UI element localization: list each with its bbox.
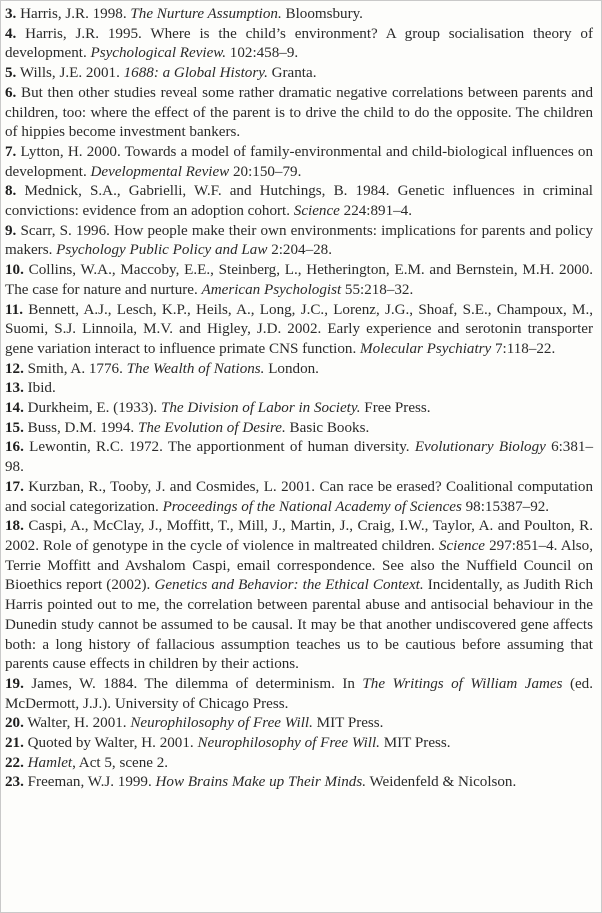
endnote-title: The Division of Labor in Society. [160, 400, 361, 417]
endnote-text: Caspi, A., McClay, J., Moffitt, T., Mill, J., Martin, J., Craig, I.W., Taylor, A. and Poulton, R. 2002. Role of genotype in the cycle of violence in maltreated children. [5, 518, 593, 554]
endnote [5, 25, 593, 64]
endnote-number: 6. [5, 84, 17, 101]
endnote [5, 714, 593, 734]
endnote-number: 3. [5, 6, 17, 22]
endnote-text: Buss, D.M. 1994. [23, 419, 138, 436]
endnote-number: 18. [5, 518, 24, 535]
endnote [5, 261, 593, 300]
endnote [5, 182, 593, 221]
endnote-title: How Brains Make up Their Minds. [155, 774, 366, 791]
endnote-text: Wills, J.E. 2001. [16, 65, 124, 82]
endnote-text: 55:218–32. [341, 281, 414, 298]
endnote [5, 517, 593, 675]
endnote [5, 419, 593, 439]
endnote [5, 301, 593, 360]
endnote-text: Quoted by Walter, H. 2001. [23, 735, 198, 752]
endnote-title: Molecular Psychiatry [360, 340, 492, 357]
endnote-text: 224:891–4. [339, 203, 413, 220]
endnotes-list [5, 5, 593, 793]
endnote [5, 222, 593, 261]
endnote [5, 379, 593, 399]
endnote-text: But then other studies reveal some rather dramatic negative correlations between parents and children, too: where the effect of the parent is to drive the child to do the opposite. The children of hippies become investment bankers. [5, 84, 593, 141]
endnote-text: 102:458–9. [226, 45, 299, 62]
endnote-title: The Wealth of Nations. [126, 360, 265, 377]
endnote-text: 2:204–28. [267, 242, 332, 259]
endnote-title: The Evolution of Desire. [137, 419, 286, 436]
endnote-title: 1688: a Global History. [123, 65, 268, 82]
endnote-number: 23. [5, 774, 24, 791]
endnote-text: 297:851–4. Also, Terrie Moffitt and Avshalom Caspi, email correspondence. See also the Nuffield Council on Bioethics report (2002). [5, 537, 594, 594]
endnote-title: Proceedings of the National Academy of Sciences [162, 498, 462, 515]
endnote-text: Kurzban, R., Tooby, J. and Cosmides, L. 2001. Can race be erased? Coalitional computation and social categorization. [5, 478, 593, 515]
endnote-text: Durkheim, E. (1933). [23, 400, 161, 417]
endnote [5, 5, 593, 25]
endnote-title: Science [438, 537, 486, 554]
endnote-text: MIT Press. [312, 715, 384, 732]
endnote-text: Mednick, S.A., Gabrielli, W.F. and Hutchings, B. 1984. Genetic influences in criminal convictions: evidence from an adoption cohort. [5, 183, 593, 220]
endnote-text: Weidenfeld & Nicolson. [366, 774, 517, 791]
endnote-text: 6:381–98. [5, 439, 593, 476]
endnote [5, 360, 593, 380]
endnote [5, 734, 593, 754]
endnote-text: Incidentally, as Judith Rich Harris pointed out to me, the correlation between parental abuse and antisocial behaviour in the Dunedin study cannot be assumed to be causal. It may be that another undiscovered gene affects both: a long history of fallacious assumption teaches us to be cautious before assuming that parents cause effects in children by their actions. [5, 577, 594, 673]
endnote-title: Hamlet [27, 754, 73, 771]
endnote-text: Harris, J.R. 1998. [16, 6, 131, 22]
endnote [5, 399, 593, 419]
endnote [5, 84, 593, 143]
endnote-text: Walter, H. 2001. [23, 715, 131, 732]
endnote-number: 20. [5, 715, 24, 732]
endnote-number: 11. [5, 301, 24, 318]
endnote-text: London. [264, 360, 319, 377]
endnote-text: Collins, W.A., Maccoby, E.E., Steinberg, L., Hetherington, E.M. and Bernstein, M.H. 2000. The case for nature and nurture. [5, 262, 593, 298]
endnote-text: 20:150–79. [229, 163, 302, 180]
endnote-number: 19. [5, 675, 24, 692]
endnote-number: 15. [5, 419, 24, 436]
endnote-title: Genetics and Behavior: the Ethical Context. [154, 577, 424, 594]
endnote [5, 64, 593, 84]
endnote-text: James, W. 1884. The dilemma of determinism. In [23, 675, 363, 692]
endnote-text: Lytton, H. 2000. Towards a model of family-environmental and child-biological influences on development. [5, 143, 593, 180]
endnote-text: Harris, J.R. 1995. Where is the child’s environment? A group socialisation theory of development. [5, 25, 593, 62]
endnote-number: 7. [5, 143, 17, 160]
endnote-text: 98:15387–92. [461, 498, 550, 515]
endnote-number: 8. [5, 183, 17, 200]
endnote-number: 16. [5, 439, 24, 456]
endnote [5, 478, 593, 517]
endnote-number: 5. [5, 65, 17, 82]
endnote-title: Neurophilosophy of Free Will. [197, 735, 380, 752]
endnote-text: Ibid. [23, 380, 56, 397]
endnote [5, 773, 593, 793]
endnote-title: Psychology Public Policy and Law [56, 242, 268, 259]
endnote-number: 12. [5, 360, 24, 377]
endnote-title: Science [293, 203, 340, 220]
endnote-text: Bloomsbury. [281, 6, 363, 22]
endnote [5, 754, 593, 774]
endnote-title: Developmental Review [90, 163, 230, 180]
endnote-title: The Nurture Assumption. [130, 6, 282, 22]
endnote-number: 22. [5, 754, 24, 771]
endnote-number: 9. [5, 222, 17, 239]
endnote-number: 14. [5, 400, 24, 417]
endnote-title: The Writings of William James [362, 675, 563, 692]
endnote-text: Basic Books. [285, 419, 370, 436]
endnote [5, 143, 593, 182]
endnote-title: Neurophilosophy of Free Will. [130, 715, 313, 732]
endnote-text: Bennett, A.J., Lesch, K.P., Heils, A., Long, J.C., Lorenz, J.G., Shoaf, S.E., Champoux, M., Suomi, S.J. Linnoila, M.V. and Higley, J.D. 2002. Early experience and serotonin transporter gene variation interact to influence primate CNS function. [5, 301, 593, 357]
endnote-title: American Psychologist [201, 281, 342, 298]
endnote-number: 17. [5, 478, 24, 495]
endnote [5, 675, 593, 714]
endnote [5, 438, 593, 477]
endnote-text: Free Press. [360, 400, 431, 417]
endnote-text: MIT Press. [379, 735, 451, 752]
endnote-number: 4. [5, 25, 17, 42]
endnote-text: Scarr, S. 1996. How people make their own environments: implications for parents and policy makers. [5, 222, 593, 259]
endnote-text: Granta. [267, 65, 317, 82]
endnote-text: , Act 5, scene 2. [72, 754, 169, 771]
endnote-title: Evolutionary Biology [414, 439, 546, 456]
endnote-text: Lewontin, R.C. 1972. The apportionment of human diversity. [23, 439, 415, 456]
endnote-text: Smith, A. 1776. [23, 360, 127, 377]
endnote-number: 10. [5, 262, 24, 279]
endnote-title: Psychological Review. [90, 45, 227, 62]
endnote-number: 13. [5, 380, 24, 397]
endnote-text: (ed. McDermott, J.J.). University of Chicago Press. [5, 675, 593, 712]
endnote-text: Freeman, W.J. 1999. [23, 774, 156, 791]
endnote-number: 21. [5, 735, 24, 752]
endnote-text: 7:118–22. [491, 340, 556, 357]
